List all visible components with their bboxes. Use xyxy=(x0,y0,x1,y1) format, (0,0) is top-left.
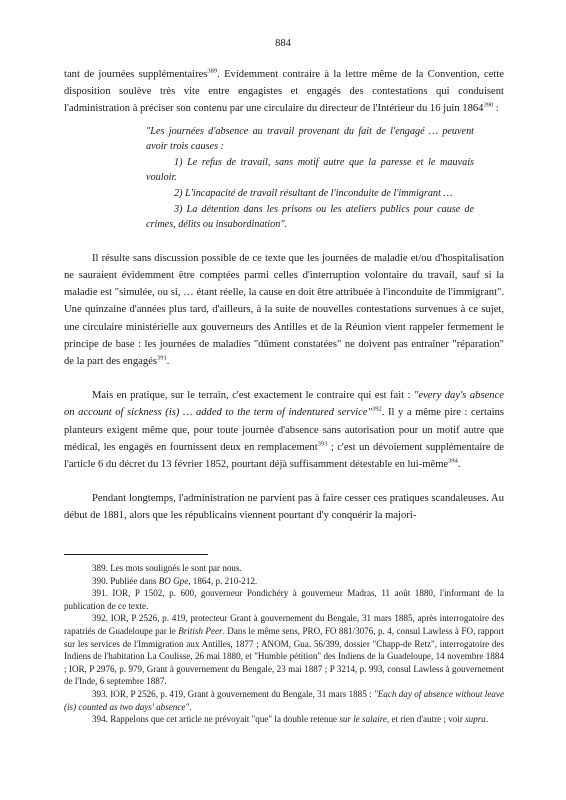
footnote-ref-392: 392 xyxy=(371,405,382,413)
footnote-394: 394. Rappelons que cet article ne prévoyait "que" la double retenue sur le salaire, et rien d'autre ; voir supra. xyxy=(92,714,489,725)
footnote-ref-393: 393 xyxy=(317,440,328,448)
page-number: 884 xyxy=(275,38,291,49)
footnote-391: 391. IOR, P 1502, p. 600, gouverneur Pondichéry à gouverneur Madras, 11 août 1880, l'informant de la publication de ce texte. xyxy=(64,588,504,611)
footnote-ref-389: 389 xyxy=(207,67,218,75)
footnote-390: 390. Publiée dans BO Gpe, 1864, p. 210-212. xyxy=(92,575,258,586)
footnote-separator xyxy=(64,554,208,555)
footnotes xyxy=(64,562,504,726)
quote-item-1: 1) Le refus de travail, sans motif autre que la paresse et le mauvais vouloir. xyxy=(146,156,474,184)
block-quote xyxy=(64,124,504,233)
footnote-392: 392. IOR, P 2526, p. 419, protecteur Grant à gouvernement du Bengale, 31 mars 1885, après interrogatoire des rapatriés de Guadeloupe par le British Peer. Dans le même sens, PRO, FO 881/3076, p. 4, consul Lawless à FO, rapport sur les services de l'Immigration aux Antilles, 1877 ; ANOM, Gua. 56/399, dossier "Chapp-de Retz", interrogatoire des Indiens de l'habitation La Coulisse, 26 mai 1880, et "Humble pétition" des Indiens de la Guadeloupe, 14 novembre 1884 ; IOR, P 2976, p. 979, Grant à gouvernement du Bengale, 23 mai 1887 ; P 3214, p. 993, consul Lawless à gouvernement de l'Inde, 6 septembre 1887. xyxy=(64,613,504,687)
paragraph-4: Pendant longtemps, l'administration ne parvient pas à faire cesser ces pratiques scandaleuses. Au début de 1881, alors que les républicains viennent pourtant d'y conquérir la majori- xyxy=(64,493,504,522)
footnote-ref-391: 391 xyxy=(156,354,167,362)
quote-item-3: 3) La détention dans les prisons ou les ateliers publics pour cause de crimes, délits ou insubordination". xyxy=(146,203,474,231)
paragraph-2: Il résulte sans discussion possible de ce texte que les journées de maladie et/ou d'hospitalisation ne sauraient évidemment être comptées parmi celles d'interruption volontaire du travail, sauf si la maladie est "simulée, ou si, … étant réelle, la cause en doit être attribuée à l'inconduite de l'immigrant". Une quinzaine d'années plus tard, d'ailleurs, à la suite de nouvelles contestations survenues à ce sujet, une circulaire ministérielle aux gouverneurs des Antilles et de la Réunion vient rappeler fermement le principe de base : les journées de maladies "dûment constatées" ne doivent pas entraîner "réparation" de la part des engagés$^{391}$. xyxy=(64,252,504,367)
quote-intro: "Les journées d'absence au travail provenant du fait de l'engagé … peuvent avoir trois causes : xyxy=(146,125,474,153)
paragraph-3: Mais en pratique, sur le terrain, c'est exactement le contraire qui est fait : "every day's absence on account of sickness (is) … added to the term of indentured service"$^{392}$. Il y a même pire : certains planteurs exigent même que, pour toute journée d'absence sans autorisation pour un motif autre que médical, les engagés en fournissent deux en remplacement$^{393}$ ; c'est un dévoiement supplémentaire de l'article 6 du décret du 13 février 1852, pourtant déjà suffisamment détestable en lui-même$^{394}$. xyxy=(64,390,504,470)
paragraph-1: tant de journées supplémentaires$^{389}$. Evidemment contraire à la lettre même de la Convention, cette disposition soulève très vite entre engagistes et engagés des contestations qui conduisent l'administration à préciser son contenu par une circulaire du directeur de l'Intérieur du 16 juin 1864$^{390}$ : xyxy=(64,67,504,115)
footnote-389: 389. Les mots soulignés le sont par nous. xyxy=(92,563,242,573)
body-text xyxy=(64,66,504,525)
quote-item-2: 2) L'incapacité de travail résultant de l'inconduite de l'immigrant … xyxy=(174,187,453,199)
footnote-ref-394: 394 xyxy=(448,457,458,465)
footnote-ref-390: 390 xyxy=(483,101,494,109)
footnote-393: 393. IOR, P 2526, p. 419, Grant à gouvernement du Bengale, 31 mars 1885 : "Each day of absence without leave (is) counted as two days' absence". xyxy=(64,688,504,712)
